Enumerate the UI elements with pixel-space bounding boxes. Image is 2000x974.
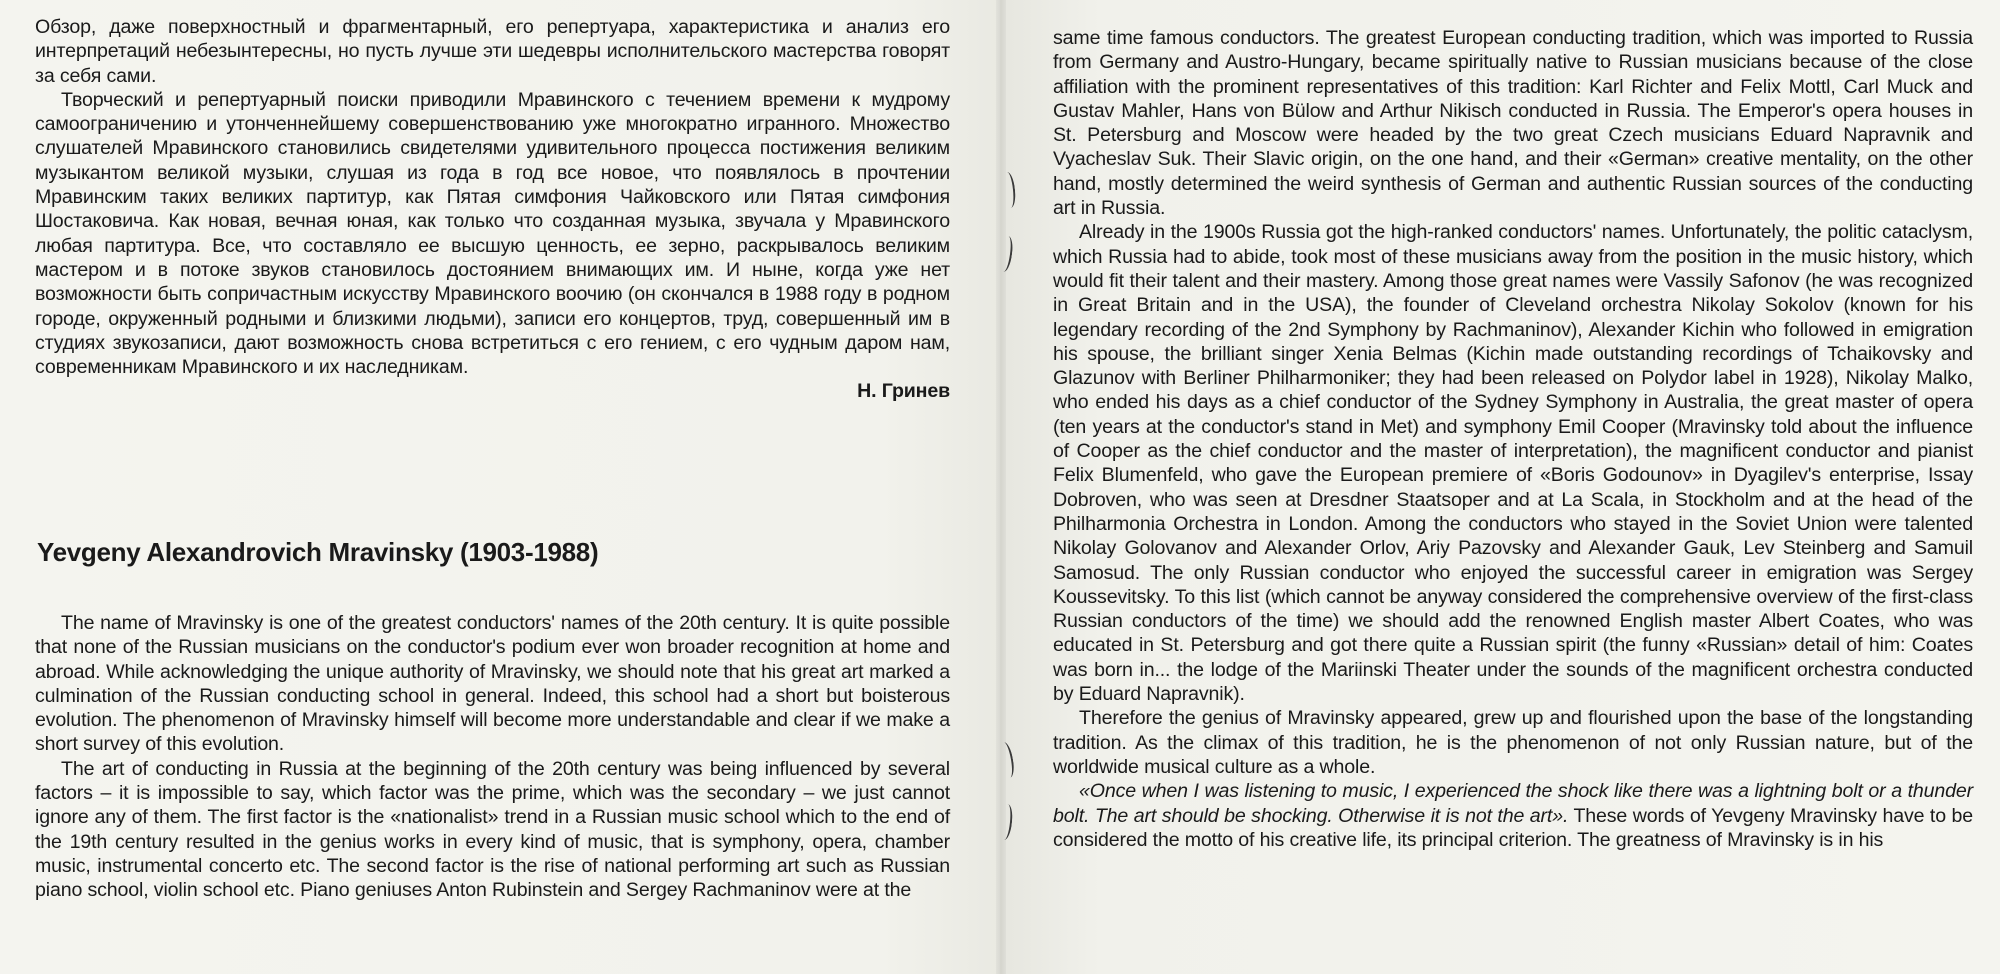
mravinsky-quote: «Once when I was listening to music, I experienced the shock like there was a lightning bolt or a thunder bolt. The art should be shocking. Otherwise it is not the art». [1053,780,1973,827]
right-paragraph-1: same time famous conductors. The greatest European conducting tradition, which was imported to Russia from Germany and Austro-Hungary, became spiritually native to Russian musicians because of the close affiliation with the prominent representatives of this tradition: Karl Richter and Felix Mottl, Carl Muck and Gustav Mahler, Hans von Bülow and Arthur Nikisch conducted in Russia. The Emperor's opera houses in St. Petersburg and Moscow were headed by the two great Czech musicians Eduard Napravnik and Vyacheslav Suk. Their Slavic origin, on the one hand, and their «German» creative mentality, on the other hand, mostly determined the weird synthesis of German and authentic Russian sources of the conducting art in Russia. [1053,27,1973,220]
ru-paragraph-1: Обзор, даже поверхностный и фрагментарный, его репертуара, характеристика и анализ его интерпретаций небезынтересны, но пусть лучше эти шедевры исполнительского мастерства говорят за себя сами. [35,16,950,87]
right-paragraph-3: Therefore the genius of Mravinsky appeared, grew up and flourished upon the base of the longstanding tradition. As the climax of this tradition, he is the phenomenon of not only Russian nature, but of the worldwide musical culture as a whole. [1053,707,1973,778]
en-paragraph-2: The art of conducting in Russia at the beginning of the 20th century was being influenced by several factors – it is impossible to say, which factor was the prime, which was the secondary – we just cannot ignore any of them. The first factor is the «nationalist» trend in a Russian music school which to the end of the 19th century resulted in the genius works in every kind of music, that is symphony, opera, chamber music, instrumental concerto etc. The second factor is the rise of national performing art such as Russian piano school, violin school etc. Piano geniuses Anton Rubinstein and Sergey Rachmaninov were at the [35,757,950,902]
quote-continuation: These words of Yevgeny Mravinsky have to be considered the motto of his creative life, its principal criterion. The greatness of Mravinsky is in his [1053,804,1974,851]
ru-paragraph-2: Творческий и репертуарный поиски приводили Мравинского с течением времени к мудрому самоограничению и утонченнейшему совершенствованию уже многократно игранного. Множество слушателей Мравинского становились свидетелями удивительного процесса постижения великим музыкантом великой музыки, слушая из года в год все новое, что появлялось в прочтении Мравинским таких великих партитур, как Пятая симфония Чайковского или Пятая симфония Шостаковича. Как новая, вечная юная, как только что созданная музыка, звучала у Мравинского любая партитура. Все, что составляло ее высшую ценность, ее зерно, раскрывалось великим мастером и в потоке звуков становилось достоянием внимающих им. И ныне, когда уже нет возможности быть сопричастным искусству Мравинского воочию (он скончался в 1988 году в родном городе, окруженный родными и близкими людьми), записи его концертов, труд, совершенный им в студиях звукозаписи, дают возможность снова встретиться с его гением, с его чудным даром нам, современникам Мравинского и их наследникам. [35,88,950,379]
russian-text-block [35,15,950,404]
author-signature: Н. Гринев [857,380,950,403]
right-paragraph-4 [1053,779,1973,852]
right-page [1000,0,2000,974]
english-text-block-right [1053,26,1973,852]
english-text-block-left [35,611,950,903]
section-heading: Yevgeny Alexandrovich Mravinsky (1903-1988) [37,537,599,567]
en-paragraph-1: The name of Mravinsky is one of the greatest conductors' names of the 20th century. It is quite possible that none of the Russian musicians on the conductor's podium ever won broader recognition at home and abroad. While acknowledging the unique authority of Mravinsky, we should note that his great art marked a culmination of the Russian conducting school in general. Indeed, this school had a short but boisterous evolution. The phenomenon of Mravinsky himself will become more understandable and clear if we make a short survey of this evolution. [35,612,950,756]
right-paragraph-2: Already in the 1900s Russia got the high-ranked conductors' names. Unfortunately, the politic cataclysm, which Russia had to abide, took most of these musicians away from the position in the music history, which would fit their talent and their mastery. Among those great names were Vassily Safonov (he was recognized in Great Britain and in the USA), the founder of Cleveland orchestra Nikolay Sokolov (known for his legendary recording of the 2nd Symphony by Rachmaninov), Alexander Kichin who followed in emigration his spouse, the brilliant singer Xenia Belmas (Kichin made outstanding recordings of Tchaikovsky and Glazunov with Berliner Philharmoniker; they had been released on Polydor label in 1928), Nikolay Malko, who ended his days as a chief conductor of the Sydney Symphony in Australia, the great master of opera (ten years at the conductor's stand in Met) and symphony Emil Cooper (Mravinsky told about the influence of Cooper as the chief conductor and the master of interpretation), the magnificent conductor and pianist Felix Blumenfeld, who gave the European premiere of «Boris Godounov» in Dyagilev's enterprise, Issay Dobroven, who was seen at Dresdner Staatsoper and at La Scala, in Stockholm and at the head of the Philharmonia Orchestra in London. Among the conductors who stayed in the Soviet Union were talented Nikolay Golovanov and Alexander Orlov, Ariy Pazovsky and Alexander Gauk, Lev Steinberg and Samuil Samosud. The only Russian conductor who enjoyed the successful career in emigration was Sergey Koussevitsky. To this list (which cannot be anyway considered the comprehensive overview of the first-class Russian conductors of the time) we should add the renowned English master Albert Coates, who was educated in St. Petersburg and got there quite a Russian spirit (the funny «Russian» detail of him: Coates was born in... the lodge of the Mariinski Theater under the sounds of the magnificent orchestra conducted by Eduard Napravnik). [1053,221,1973,706]
